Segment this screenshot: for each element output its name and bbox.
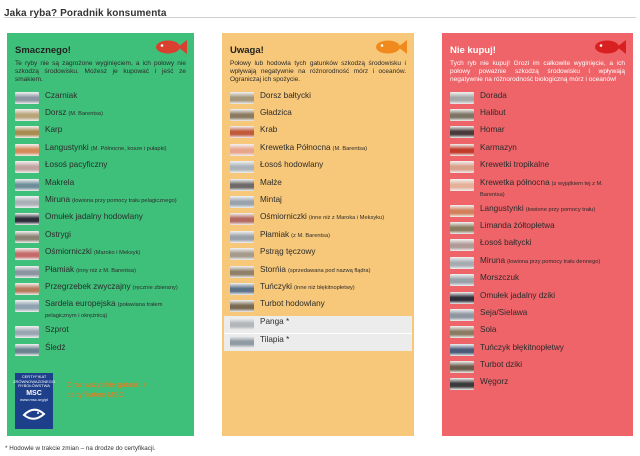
fish-thumbnail (15, 213, 39, 225)
fish-thumbnail (15, 179, 39, 191)
fish-note: (poławiana trałem pelagicznym i okrężnicą) (45, 302, 163, 320)
list-item[interactable] (450, 142, 625, 159)
fish-thumbnail (230, 144, 254, 156)
list-item[interactable] (230, 211, 406, 228)
fish-thumbnail (15, 344, 39, 356)
list-item[interactable] (15, 264, 186, 281)
panel-green-title: Smacznego! (15, 45, 71, 56)
fish-name: Miruna (480, 255, 506, 265)
panel-yellow-description: Połowy lub hodowla tych gatunków szkodzą środowisku i wpływają negatywnie na różnorodność mórz i oceanów. Ograniczaj ich spożycie. (230, 60, 406, 84)
list-item[interactable] (15, 90, 186, 107)
list-item[interactable] (230, 281, 406, 298)
list-item[interactable] (450, 376, 625, 393)
fish-name: Seja/Sielawa (480, 307, 528, 317)
panel-yellow-list (230, 90, 406, 352)
fish-name: Omułek jadalny hodowlany (45, 212, 143, 222)
fish-note: (sprzedawana pod nazwą flądra) (287, 267, 371, 274)
fish-name: Dorada (480, 90, 507, 100)
fish-thumbnail (15, 326, 39, 338)
list-item[interactable] (230, 107, 406, 124)
panel-red (442, 33, 633, 436)
list-item[interactable] (450, 255, 625, 272)
list-item[interactable] (450, 90, 625, 107)
fish-name: Tuńczyki (260, 281, 292, 291)
list-item[interactable] (450, 307, 625, 324)
list-item[interactable] (15, 246, 186, 263)
fish-thumbnail (15, 92, 39, 104)
fish-thumbnail (450, 344, 474, 356)
list-item[interactable] (15, 281, 186, 298)
fish-thumbnail (450, 109, 474, 121)
fish-thumbnail (450, 126, 474, 138)
fish-thumbnail (15, 109, 39, 121)
fish-name: Morszczuk (480, 273, 520, 283)
fish-thumbnail (15, 283, 39, 295)
fish-thumbnail (450, 161, 474, 173)
fish-thumbnail (230, 283, 254, 295)
fish-thumbnail (450, 309, 474, 321)
fish-thumbnail (230, 300, 254, 312)
fish-thumbnail (230, 161, 254, 173)
fish-thumbnail (15, 266, 39, 278)
fish-note: (łowiona przy pomocy trału pelagicznego) (72, 197, 177, 204)
fish-name: Węgorz (480, 377, 509, 387)
fish-name: Langustynki (480, 203, 524, 213)
fish-name: Karmazyn (480, 142, 517, 152)
list-item[interactable] (450, 290, 625, 307)
fish-icon (154, 38, 188, 56)
fish-name: Gładzica (260, 108, 292, 117)
fish-note: (inne niż błękitnopłetwy) (294, 284, 355, 291)
fish-name: Homar (480, 125, 505, 135)
fish-name: Łosoś hodowlany (260, 160, 324, 170)
fish-name: Czarniak (45, 90, 78, 100)
fish-thumbnail (230, 336, 254, 348)
fish-thumbnail (15, 161, 39, 173)
fish-thumbnail (450, 205, 474, 217)
msc-fish-icon (21, 403, 47, 425)
list-item[interactable] (450, 324, 625, 341)
list-item[interactable] (230, 194, 406, 211)
fish-name: Tilapia * (260, 335, 290, 345)
msc-badge-line2: ZRÓWNOWAŻONEGO (13, 378, 55, 384)
fish-name: Szprot (45, 325, 69, 335)
fish-thumbnail (15, 196, 39, 208)
msc-link[interactable]: Oraz wszystkie gatunki z certyfikatem MSC (67, 380, 147, 400)
footnote: * Hodowle w trakcie zmian – na drodze do certyfikacji. (5, 445, 156, 452)
fish-name: Mintaj (260, 194, 282, 204)
list-item[interactable] (230, 246, 406, 263)
fish-note: (łowione przy pomocy trału) (525, 206, 596, 213)
list-item[interactable] (230, 159, 406, 176)
fish-thumbnail (230, 248, 254, 260)
panel-green-description: Te ryby nie są zagrożone wyginięciem, a ich połowy nie szkodzą środowisku. Możesz je kupować i jeść ze smakiem. (15, 60, 186, 84)
list-item[interactable] (450, 159, 625, 176)
fish-thumbnail (230, 126, 254, 138)
fish-name: Ostrygi (45, 229, 71, 239)
fish-note: (M. Północne, kosze i pułapki) (90, 145, 167, 152)
fish-name: Miruna (45, 194, 71, 204)
fish-name: Halibut (480, 108, 506, 117)
page-header (4, 3, 636, 18)
fish-thumbnail (450, 274, 474, 286)
fish-thumbnail (450, 361, 474, 373)
fish-name: Pstrąg tęczowy (260, 247, 316, 257)
list-item[interactable] (15, 159, 186, 176)
fish-name: Dorsz bałtycki (260, 90, 311, 100)
fish-thumbnail (15, 144, 39, 156)
fish-name: Przegrzebek zwyczajny (45, 281, 131, 291)
fish-thumbnail (450, 222, 474, 234)
list-item[interactable] (450, 272, 625, 289)
fish-name: Płamiak (45, 264, 75, 274)
fish-note: (z M. Barentsa) (291, 232, 330, 239)
msc-badge-line3: RYBOŁÓWSTWA (18, 383, 50, 389)
panel-red-title: Nie kupuj! (450, 45, 496, 56)
fish-thumbnail (15, 231, 39, 243)
fish-note: (M. Barentsa) (68, 111, 103, 117)
fish-thumbnail (15, 248, 39, 260)
fish-name: Krewetka Północna (260, 142, 331, 152)
fish-thumbnail (15, 300, 39, 312)
list-item[interactable] (230, 142, 406, 159)
panel-green (7, 33, 194, 436)
fish-thumbnail (230, 266, 254, 278)
list-item[interactable] (230, 264, 406, 281)
fish-thumbnail (450, 92, 474, 104)
list-item[interactable] (450, 177, 625, 203)
fish-note: (ręcznie zbierany) (132, 284, 178, 291)
fish-icon (593, 38, 627, 56)
fish-name: Sola (480, 325, 497, 335)
fish-icon (374, 38, 408, 56)
list-item[interactable] (450, 107, 625, 124)
fish-thumbnail (450, 378, 474, 390)
fish-note: (M. Barentsa) (332, 145, 367, 152)
panel-green-list (15, 90, 186, 359)
fish-thumbnail (450, 326, 474, 338)
fish-name: Krewetki tropikalne (480, 160, 550, 170)
fish-note: (Maroko i Meksyk) (93, 250, 141, 257)
fish-name: Małże (260, 177, 282, 187)
list-item[interactable] (230, 177, 406, 194)
msc-section (15, 373, 186, 429)
list-item[interactable] (15, 342, 186, 359)
fish-name: Tuńczyk błękitnopłetwy (480, 342, 564, 352)
fish-name: Łosoś pacyficzny (45, 160, 108, 170)
panel-yellow (222, 33, 414, 436)
msc-badge-brand: MSC (26, 389, 42, 397)
list-item[interactable] (15, 298, 186, 324)
fish-thumbnail (230, 109, 254, 121)
fish-name: Ośmiorniczki (45, 247, 92, 257)
fish-thumbnail (230, 213, 254, 225)
list-item[interactable] (15, 142, 186, 159)
panel-yellow-title: Uwaga! (230, 45, 264, 56)
list-item[interactable] (15, 324, 186, 341)
msc-logo[interactable] (15, 373, 53, 429)
list-item[interactable] (230, 229, 406, 246)
fish-name: Płamiak (260, 229, 290, 239)
fish-name: Turbot hodowlany (260, 299, 325, 309)
list-item[interactable] (15, 229, 186, 246)
list-item[interactable] (450, 124, 625, 141)
list-item[interactable] (15, 211, 186, 228)
fish-name: Ośmiorniczki (260, 212, 307, 222)
fish-note: (inny niż z M. Barentsa) (76, 267, 136, 274)
fish-thumbnail (230, 231, 254, 243)
fish-name: Sardela europejska (45, 299, 116, 309)
list-item[interactable] (15, 124, 186, 141)
list-item[interactable] (230, 124, 406, 141)
fish-thumbnail (230, 318, 254, 330)
fish-name: Krab (260, 125, 278, 135)
fish-note: (z wyjątkiem tej z M. Barentsa) (480, 180, 603, 198)
panel-red-list (450, 90, 625, 394)
list-item[interactable] (450, 342, 625, 359)
panel-red-description: Tych ryb nie kupuj! Grozi im całkowite wyginięcie, a ich połowy poważnie szkodzą środowisku i wpływają negatywnie na różnorodność biologiczną mórz i oceanów! (450, 60, 625, 84)
fish-thumbnail (450, 239, 474, 251)
list-item[interactable] (15, 107, 186, 124)
page-title: Jaka ryba? Poradnik konsumenta (4, 8, 167, 19)
fish-thumbnail (230, 179, 254, 191)
list-item[interactable] (15, 194, 186, 211)
list-item[interactable] (450, 237, 625, 254)
list-item[interactable] (450, 359, 625, 376)
msc-badge-line1: CERTYFIKAT (21, 374, 47, 380)
fish-name: Limanda żółtopłetwa (480, 220, 555, 230)
list-item[interactable] (15, 177, 186, 194)
fish-name: Krewetka północna (480, 177, 550, 187)
list-item[interactable] (224, 333, 412, 351)
fish-name: Dorsz (45, 108, 67, 117)
fish-thumbnail (230, 196, 254, 208)
list-item[interactable] (224, 316, 412, 333)
fish-note: (inne niż z Maroka i Meksyku) (308, 215, 385, 222)
fish-thumbnail (15, 126, 39, 138)
fish-thumbnail (450, 292, 474, 304)
msc-badge-url: www.msc.org/pl (19, 396, 48, 402)
fish-name: Storńia (260, 264, 286, 274)
fish-name: Makrela (45, 177, 75, 187)
fish-name: Langustynki (45, 142, 89, 152)
list-item[interactable] (230, 90, 406, 107)
fish-thumbnail (450, 144, 474, 156)
fish-name: Łosoś bałtycki (480, 238, 532, 248)
list-item[interactable] (450, 203, 625, 220)
fish-name: Śledź (45, 342, 66, 352)
fish-name: Panga * (260, 316, 290, 326)
fish-thumbnail (450, 257, 474, 269)
list-item[interactable] (230, 298, 406, 315)
list-item[interactable] (450, 220, 625, 237)
fish-thumbnail (230, 92, 254, 104)
fish-thumbnail (450, 179, 474, 191)
fish-name: Turbot dziki (480, 360, 523, 370)
fish-note: (łowiona przy pomocy trału dennego) (507, 258, 601, 265)
fish-name: Omułek jadalny dziki (480, 290, 556, 300)
fish-name: Karp (45, 125, 63, 135)
